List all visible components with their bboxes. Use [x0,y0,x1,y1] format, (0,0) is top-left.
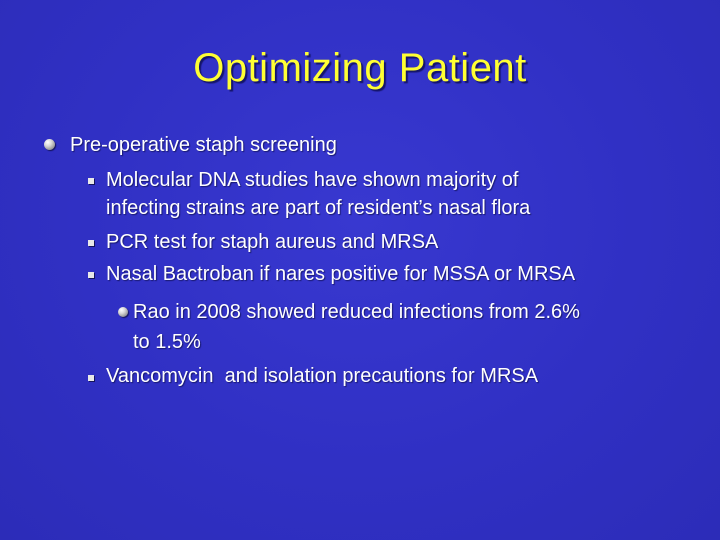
subbullet-molecular-dna-line-2: infecting strains are part of resident’s nasal flora [106,197,531,219]
square-bullet-icon [88,178,94,184]
subsub-rao-2008-line-1: Rao in 2008 showed reduced infections from 2.6% [133,301,580,323]
slide-title: Optimizing Patient [193,46,527,90]
subbullet-molecular-dna-line-1: Molecular DNA studies have shown majority of [106,169,519,191]
sphere-bullet-icon [118,307,128,317]
subbullet-vancomycin: Vancomycin and isolation precautions for MRSA [106,365,539,387]
subbullet-pcr-test: PCR test for staph aureus and MRSA [106,231,439,253]
square-bullet-icon [88,272,94,278]
square-bullet-icon [88,375,94,381]
subbullet-nasal-bactroban: Nasal Bactroban if nares positive for MSSA or MRSA [106,263,576,285]
sphere-bullet-icon [44,139,55,150]
subsub-rao-2008-line-2: to 1.5% [133,331,201,353]
bullet-pre-operative-screening: Pre-operative staph screening [70,134,337,156]
square-bullet-icon [88,240,94,246]
